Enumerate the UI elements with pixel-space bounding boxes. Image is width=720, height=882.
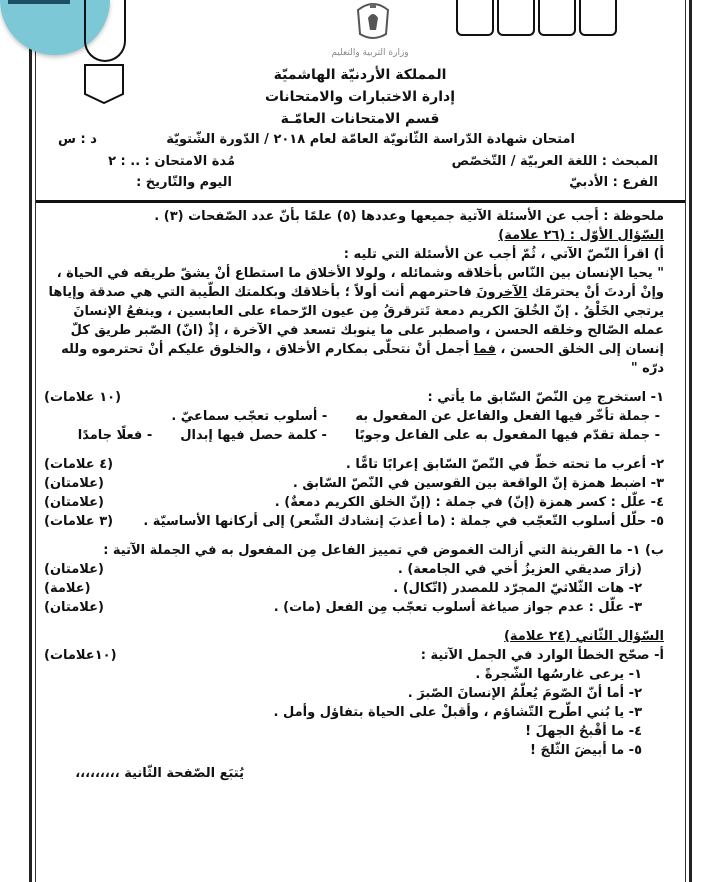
seat-number-boxes — [456, 0, 617, 36]
q1-b-intro: ب) ١- ما القرينة التي أزالت الغموض في تمييز الفاعل مِن المفعول به في الجملة الآتية : — [103, 543, 664, 558]
q1-heading: السّؤال الأوّل : (٢٦ علامة) — [498, 228, 664, 243]
underlined-word: فما — [473, 342, 497, 357]
number-box — [456, 0, 494, 36]
q1-b-item: ٢- هات الثّلاثيّ المجرّد للمصدر (اتّكال) . (علامة) — [44, 581, 642, 596]
kingdom-title: المملكة الأردنيّة الهاشميّة — [273, 67, 447, 83]
department-title: قسم الامتحانات العامّـة — [280, 111, 440, 127]
passage — [44, 264, 664, 378]
q2-a-intro: أ- صحّح الخطأ الوارد في الجمل الآتية : (١٠علامات) — [44, 648, 664, 663]
page-border-right-inner — [685, 0, 686, 882]
q1-b-mark: (علامتان) — [44, 562, 104, 577]
sub-items — [44, 407, 664, 426]
passage-line: فاحترمهم أنت أولاً ؛ بأخلاقك وبكلمتك الطّيبة التي هي صدقة وإياها يرتجي الخَلْقُ . — [48, 285, 664, 319]
passage-line: " يحيا الإنسان بين النّاس بأخلاقه وشمائله ، ولولا الأخلاق ما استطاع أنْ يشقّ طريقه في الحياة ، وإنْ أردتَ — [56, 266, 664, 300]
jordan-emblem-icon — [352, 0, 394, 44]
ministry-logo-text: وزارة التربية والتعليم — [331, 48, 409, 58]
passage-line: أجمل أنْ — [415, 342, 474, 357]
q1-b-mark: (علامتان) — [44, 600, 104, 615]
header-divider — [36, 200, 685, 203]
number-box — [579, 0, 617, 36]
sub-item: - كلمة حصل فيها إبدال — [180, 428, 327, 443]
seat-circle — [84, 0, 126, 62]
q2-item: ٥- ما أبيضَ الثّلجَ ! — [530, 743, 642, 758]
q1-item: ٥- حلّل أسلوب التّعجّب في جملة : (ما أعذبَ إنشادك الشّعر) إلى أركانها الأساسيّة . (٣ علامات) — [44, 514, 664, 529]
day-date: اليوم والتّاريخ : — [136, 175, 232, 190]
passage-line: أنْ يحترمَك — [527, 285, 600, 300]
q2-heading: السّؤال الثّاني (٢٤ علامة) — [503, 629, 664, 644]
q2-item: ٤- ما أقْبحُ الجهلَ ! — [525, 724, 642, 739]
number-box — [538, 0, 576, 36]
page-border-right — [689, 0, 692, 882]
q2-item: ١- يرعى غارسُها الشّجرةً . — [475, 667, 642, 682]
q1-b-mark: (علامة) — [44, 581, 91, 596]
continue-note: يُتبَع الصّفحة الثّانية ،،،،،،،،، — [75, 766, 244, 781]
sub-item: - جملة تأخّر فيها الفعل والفاعل عن المفعول به — [355, 409, 660, 424]
q2-a-mark: (١٠علامات) — [44, 648, 117, 663]
page-border-left-inner — [35, 0, 36, 882]
sub-item: - أسلوب تعجّب سماعيّ . — [171, 409, 328, 424]
underlined-word: الآخرونَ — [476, 285, 528, 300]
q1-item-mark: (علامتان) — [44, 495, 104, 510]
q1-item-mark: (١٠ علامات) — [44, 390, 122, 405]
exam-duration: مُدة الامتحان : .. : ٢ — [108, 154, 235, 169]
page-border-left — [29, 0, 32, 882]
sub-item: - جملة تقدّم فيها المفعول به على الفاعل وجوبًا — [354, 428, 660, 443]
branch: الفرع : الأدبيّ — [569, 175, 658, 190]
note: ملحوظة : أجب عن الأسئلة الآتية جميعها وعددها (٥) علمًا بأنّ عدد الصّفحات (٣) . — [154, 209, 664, 224]
number-box — [497, 0, 535, 36]
directorate-title: إدارة الاختبارات والامتحانات — [264, 89, 456, 105]
q1-b-item: ٣- علّل : عدم جواز صياغة أسلوب تعجّب مِن الفعل (مات) . (علامتان) — [44, 600, 642, 615]
q1-item-mark: (٣ علامات) — [44, 514, 114, 529]
q1-item-mark: (٤ علامات) — [44, 457, 114, 472]
sub-items — [44, 426, 664, 445]
q1-item-mark: (علامتان) — [44, 476, 104, 491]
exam-title: امتحان شهادة الدّراسة الثّانويّة العامّة لعام ٢٠١٨ / الدّورة الشّتويّة — [166, 132, 575, 147]
q1-item: ٢- أعرب ما تحته خطّ في النّصّ السّابق إعرابًا تامًّا . (٤ علامات) — [44, 457, 664, 472]
passage-line: إنّ الخُلقَ الكريم دمعة تَترقرقُ مِن عيون الرّحماء على العابسين ، وينفعُ الإنسانَ عمله الصّالح وخلقه الحسن — [73, 304, 664, 338]
q1-item: ٤- علّل : كسر همزة (إنّ) في جملة : (إنّ الخلق الكريم دمعةٌ) . (علامتان) — [44, 495, 664, 510]
q2-item: ٢- أما أنّ الصّومَ يُعلّمُ الإنسانَ الصّبرَ . — [407, 686, 642, 701]
q1-item: ١- استخرج مِن النّصّ السّابق ما يأتي : (١٠ علامات) — [44, 390, 664, 405]
sub-item: - فعلًا جامدًا — [77, 428, 153, 443]
q2-item: ٣- يا بُني اطّرح التّشاؤم ، وأقبلْ على الحياة بتفاؤل وأمل . — [273, 705, 642, 720]
passage-line: نتحلّى بمكارم الأخلاق ، والخلوق عليكم أنْ تحترموه ولله درّه " — [61, 342, 664, 376]
time-label: د : س — [58, 132, 97, 147]
q1-a-intro: أ) اقرأ النّصّ الآتي ، ثُمّ أجب عن الأسئلة التي تليه : — [343, 247, 664, 262]
subject: المبحث : اللغة العربيّة / التّخصّص — [451, 154, 658, 169]
exam-body — [44, 207, 664, 783]
q1-item: ٣- اضبط همزة إنّ الواقعة بين القوسين في النّصّ السّابق . (علامتان) — [44, 476, 664, 491]
q1-b-sentence: (زارَ صديقي العزيزُ أخي في الجامعة) . (علامتان) — [44, 562, 642, 577]
passage-line: ، واصطبر على ما ينوبك تسعد في الآخرة ، إذْ (انّ) الصّبر طريق كلّ إنسان إلى الخلق الحسن ، — [70, 323, 664, 357]
